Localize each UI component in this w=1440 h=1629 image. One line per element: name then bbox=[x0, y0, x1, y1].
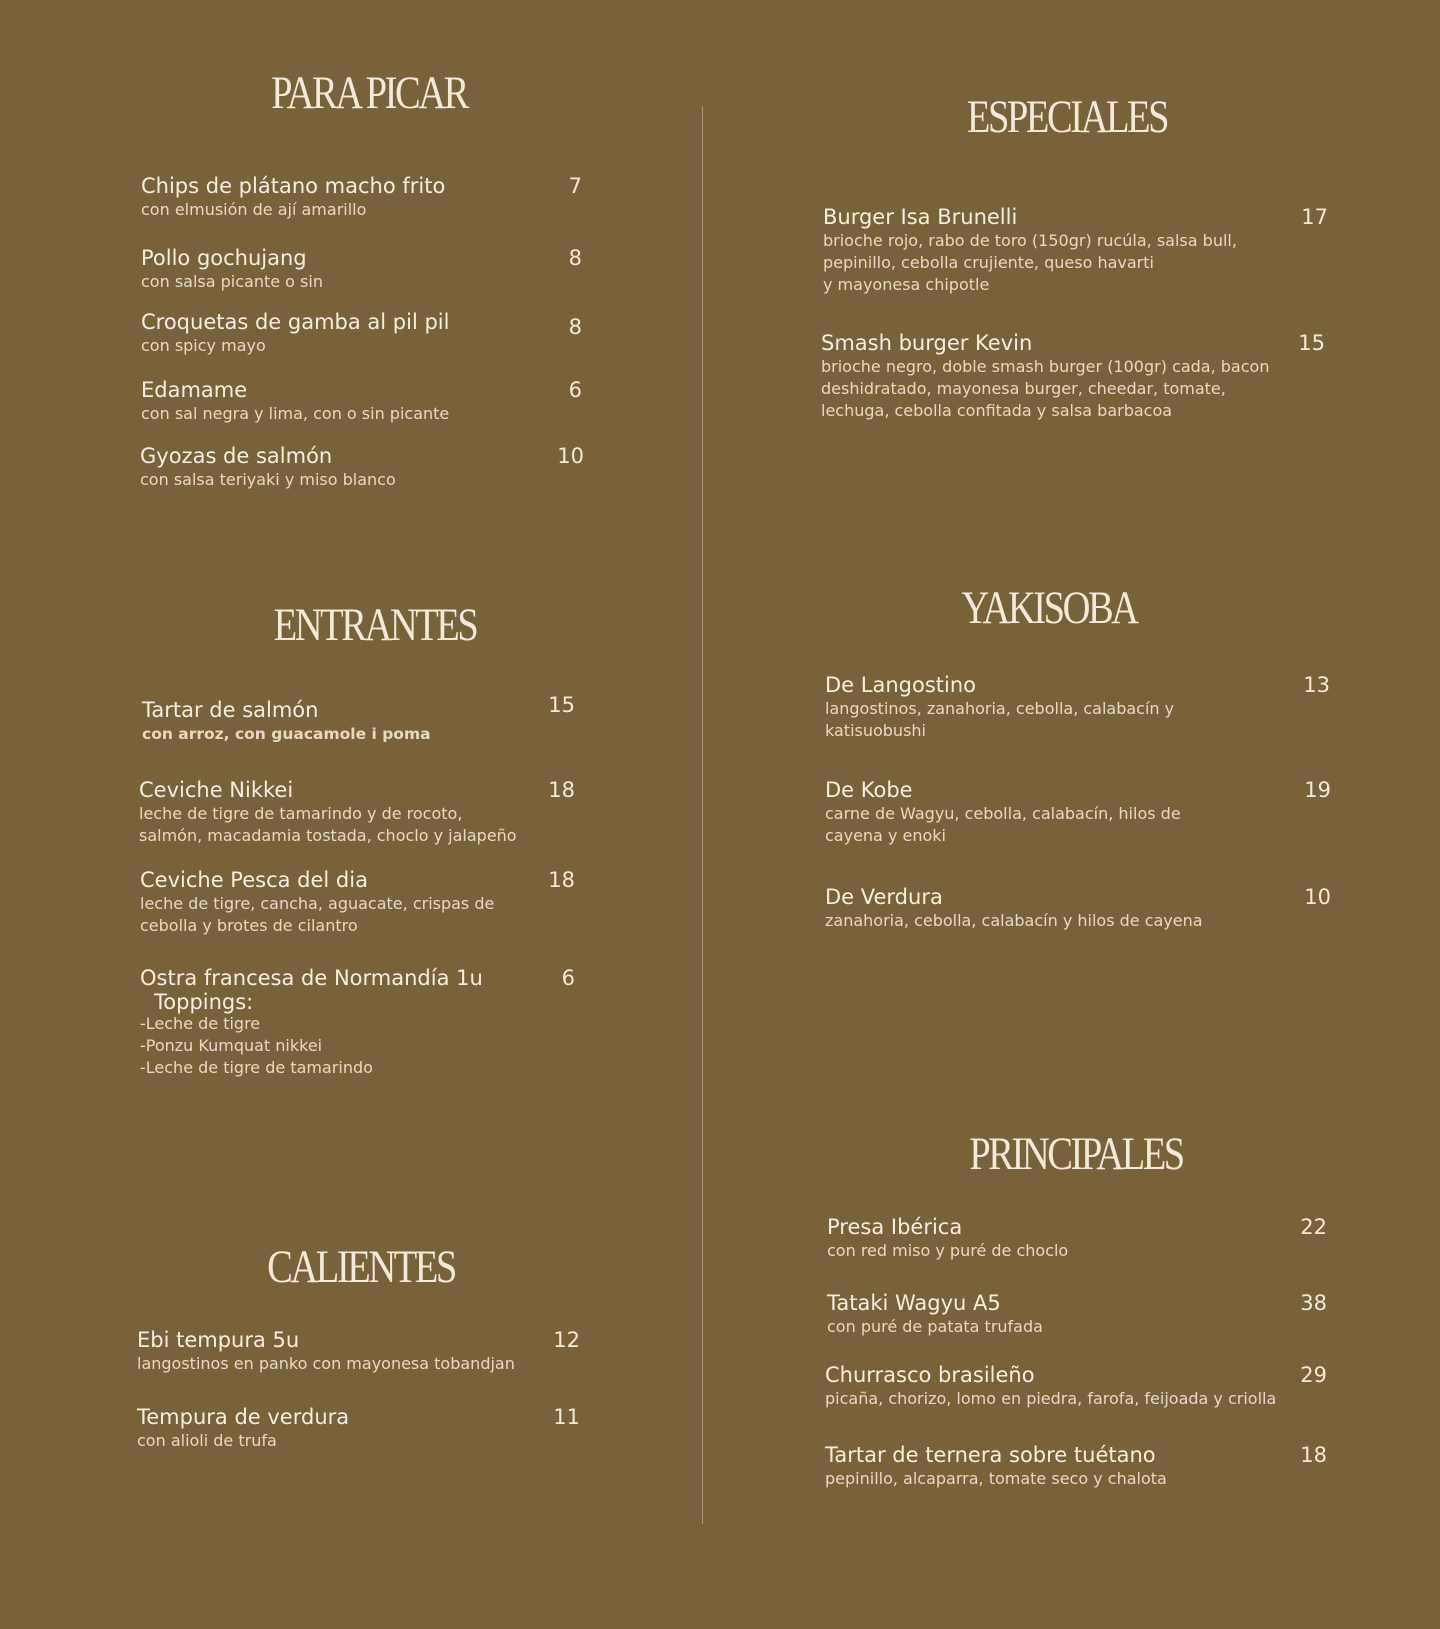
item-description: con arroz, con guacamole i poma bbox=[142, 725, 431, 743]
menu-item bbox=[140, 965, 483, 1079]
item-price: 22 bbox=[1300, 1215, 1327, 1239]
item-name: De Langostino bbox=[825, 673, 976, 697]
menu-item bbox=[821, 330, 1269, 422]
item-name: Chips de plátano macho frito bbox=[141, 174, 446, 198]
menu-item bbox=[825, 884, 1203, 932]
item-price: 18 bbox=[548, 778, 575, 802]
item-description: katisuobushi bbox=[825, 721, 926, 740]
item-price: 15 bbox=[1298, 331, 1325, 355]
item-description: cayena y enoki bbox=[825, 826, 946, 845]
menu-item bbox=[825, 672, 1174, 742]
item-price: 38 bbox=[1300, 1291, 1327, 1315]
item-description: leche de tigre, cancha, aguacate, crispas de bbox=[140, 894, 495, 913]
item-price: 10 bbox=[1304, 885, 1331, 909]
item-price: 15 bbox=[548, 693, 575, 717]
item-name: De Verdura bbox=[825, 885, 943, 909]
item-description: cebolla y brotes de cilantro bbox=[140, 916, 358, 935]
item-description: con red miso y puré de choclo bbox=[827, 1241, 1069, 1260]
item-name: Edamame bbox=[141, 378, 248, 402]
menu-item bbox=[137, 1327, 515, 1375]
item-description: brioche rojo, rabo de toro (150gr) rucúla, salsa bull, bbox=[823, 231, 1237, 250]
item-name: Tataki Wagyu A5 bbox=[827, 1291, 1001, 1315]
item-name: Churrasco brasileño bbox=[825, 1363, 1035, 1387]
item-price: 29 bbox=[1300, 1363, 1327, 1387]
menu-item bbox=[825, 1442, 1167, 1490]
menu-item bbox=[137, 1404, 349, 1452]
item-name: Ebi tempura 5u bbox=[137, 1328, 300, 1352]
item-description: con puré de patata trufada bbox=[827, 1317, 1043, 1336]
item-price: 17 bbox=[1301, 205, 1328, 229]
menu-item bbox=[825, 1362, 1276, 1410]
item-description: zanahoria, cebolla, calabacín y hilos de cayena bbox=[825, 911, 1203, 930]
menu-item bbox=[823, 204, 1237, 296]
menu-item bbox=[140, 867, 494, 937]
item-price: 6 bbox=[568, 378, 582, 402]
item-price: 8 bbox=[568, 315, 582, 339]
item-description: con salsa teriyaki y miso blanco bbox=[140, 470, 396, 489]
menu-item bbox=[825, 777, 1181, 847]
item-description: con salsa picante o sin bbox=[141, 272, 323, 291]
item-description: brioche negro, doble smash burger (100gr) cada, bacon bbox=[821, 357, 1270, 376]
menu-item bbox=[141, 173, 445, 221]
menu-item bbox=[827, 1290, 1043, 1338]
section-title-yakisoba: YAKISOBA bbox=[961, 582, 1137, 634]
item-name: Pollo gochujang bbox=[141, 246, 307, 270]
item-price: 19 bbox=[1304, 778, 1331, 802]
item-description: lechuga, cebolla confitada y salsa barbacoa bbox=[821, 401, 1173, 420]
item-name: Burger Isa Brunelli bbox=[823, 205, 1018, 229]
menu-item bbox=[141, 309, 449, 357]
menu-item bbox=[827, 1214, 1068, 1262]
item-description: salmón, macadamia tostada, choclo y jalapeño bbox=[139, 826, 517, 845]
item-description: langostinos, zanahoria, cebolla, calabacín y bbox=[825, 699, 1175, 718]
section-title-para-picar: PARA PICAR bbox=[271, 67, 467, 119]
item-name: Gyozas de salmón bbox=[140, 444, 333, 468]
item-name: Ostra francesa de Normandía 1u bbox=[140, 966, 483, 990]
item-description: -Ponzu Kumquat nikkei bbox=[140, 1036, 323, 1055]
item-description: picaña, chorizo, lomo en piedra, farofa, feijoada y criolla bbox=[825, 1389, 1277, 1408]
menu-item bbox=[141, 245, 323, 293]
item-description: con sal negra y lima, con o sin picante bbox=[141, 404, 450, 423]
section-title-especiales: ESPECIALES bbox=[966, 91, 1168, 143]
item-name: Smash burger Kevin bbox=[821, 331, 1033, 355]
item-description: carne de Wagyu, cebolla, calabacín, hilos de bbox=[825, 804, 1181, 823]
item-price: 11 bbox=[553, 1405, 580, 1429]
item-subname: Toppings: bbox=[154, 990, 254, 1014]
item-price: 7 bbox=[568, 174, 582, 198]
item-description: leche de tigre de tamarindo y de rocoto, bbox=[139, 804, 463, 823]
menu-item bbox=[139, 777, 517, 847]
menu-item bbox=[142, 697, 431, 745]
item-price: 6 bbox=[561, 966, 575, 990]
item-price: 18 bbox=[1300, 1443, 1327, 1467]
item-name: Ceviche Pesca del dia bbox=[140, 868, 368, 892]
item-description: -Leche de tigre de tamarindo bbox=[140, 1058, 373, 1077]
item-description: -Leche de tigre bbox=[140, 1014, 261, 1033]
item-price: 13 bbox=[1303, 673, 1330, 697]
item-name: Tartar de salmón bbox=[142, 698, 319, 722]
item-price: 12 bbox=[553, 1328, 580, 1352]
item-price: 18 bbox=[548, 868, 575, 892]
item-name: Croquetas de gamba al pil pil bbox=[141, 310, 450, 334]
column-divider bbox=[702, 106, 703, 1524]
section-title-entrantes: ENTRANTES bbox=[273, 599, 477, 651]
menu-item bbox=[140, 443, 396, 491]
item-description: con elmusión de ají amarillo bbox=[141, 200, 367, 219]
section-title-calientes: CALIENTES bbox=[267, 1241, 455, 1293]
section-title-principales: PRINCIPALES bbox=[969, 1128, 1183, 1180]
item-price: 8 bbox=[568, 246, 582, 270]
item-price: 10 bbox=[557, 444, 584, 468]
item-description: con spicy mayo bbox=[141, 336, 266, 355]
item-name: Tartar de ternera sobre tuétano bbox=[825, 1443, 1156, 1467]
item-name: De Kobe bbox=[825, 778, 913, 802]
item-name: Tempura de verdura bbox=[137, 1405, 350, 1429]
item-name: Presa Ibérica bbox=[827, 1215, 963, 1239]
item-description: pepinillo, alcaparra, tomate seco y chalota bbox=[825, 1469, 1167, 1488]
menu-item bbox=[141, 377, 449, 425]
item-description: con alioli de trufa bbox=[137, 1431, 277, 1450]
item-description: langostinos en panko con mayonesa tobandjan bbox=[137, 1354, 515, 1373]
item-name: Ceviche Nikkei bbox=[139, 778, 294, 802]
item-description: deshidratado, mayonesa burger, cheedar, tomate, bbox=[821, 379, 1226, 398]
item-description: y mayonesa chipotle bbox=[823, 275, 990, 294]
item-description: pepinillo, cebolla crujiente, queso havarti bbox=[823, 253, 1154, 272]
